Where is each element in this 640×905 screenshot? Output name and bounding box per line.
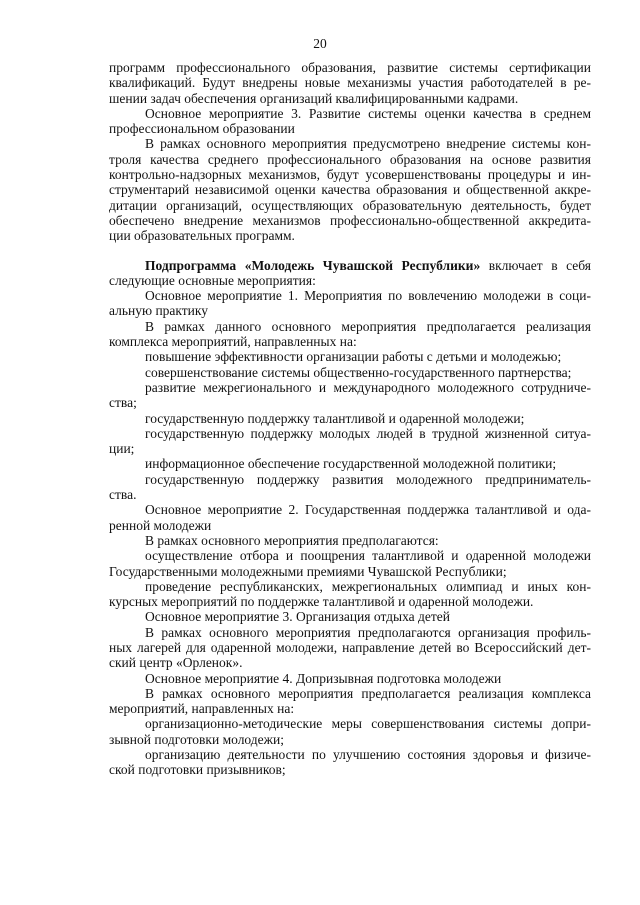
text-line: В рамках основного мероприятия предусмотрено внедрение системы кон- [145,136,591,152]
text-line: В рамках основного мероприятия предполагается реализация комплекса [145,685,591,701]
text-line: дитации организаций, осуществляющих образовательную деятельность, будет [109,197,591,213]
text-line: государственную поддержку талантливой и одаренной молодежи; [145,410,525,426]
text-line: Государственными молодежными премиями Чувашской Республики; [109,563,507,579]
text-line: зывной подготовки молодежи; [109,731,284,747]
text-line: мероприятий, направленных на: [109,701,295,717]
text-line: программ профессионального образования, развитие системы сертификации [109,60,591,75]
text-line: ский центр «Орленок». [109,655,243,671]
text-line: осуществление отбора и поощрения талантливой и одаренной молодежи [145,548,591,564]
text-line: Основное мероприятие 3. Развитие системы оценки качества в среднем [145,105,591,121]
text-line: В рамках данного основного мероприятия предполагается реализация [145,318,591,334]
document-body [109,60,591,778]
text-line: струментарий независимой оценки качества образования и общественной аккре- [109,182,591,198]
subprogram-title: Подпрограмма «Молодежь Чувашской Республики» [145,257,481,273]
text-line: ренной молодежи [109,517,212,533]
text-line: развитие межрегионального и международного молодежного сотрудниче- [145,379,591,395]
text-line: государственную поддержку молодых людей в трудной жизненной ситуа- [145,425,591,441]
text-line: информационное обеспечение государственной молодежной политики; [145,456,557,472]
subprogram-title-continuation: включает в себя [480,257,591,273]
text-line: совершенствование системы общественно-государственного партнерства; [145,364,572,380]
text-line: организационно-методические меры совершенствования системы допри- [145,716,591,732]
text-line: проведение республиканских, межрегиональных олимпиад и иных кон- [145,578,591,594]
text-line: Основное мероприятие 1. Мероприятия по вовлечению молодежи в соци- [145,288,591,304]
text-line: ции образовательных программ. [109,228,295,244]
text-line: организацию деятельности по улучшению состояния здоровья и физиче- [145,747,591,763]
text-line: обеспечено внедрение механизмов профессионально-общественной аккредита- [109,212,591,228]
text-line: Основное мероприятие 4. Допризывная подготовка молодежи [145,670,502,686]
text-line: троля качества среднего профессионального образования на основе развития [109,151,591,167]
text-line: контрольно-надзорных механизмов, будут усовершенствованы процедуры и ин- [109,167,591,183]
text-line: ской подготовки призывников; [109,762,286,778]
text-line: ных лагерей для одаренной молодежи, направление детей во Всероссийский дет- [109,639,591,655]
text-line: В рамках основного мероприятия предполагаются: [145,532,439,548]
text-line: государственную поддержку развития молодежного предприниматель- [145,471,591,487]
text-line: ства; [109,395,137,411]
text-line: комплекса мероприятий, направленных на: [109,334,357,350]
text-line: шении задач обеспечения организаций квалифицированными кадрами. [109,90,519,106]
paragraph-gap [109,244,591,258]
text-line: Основное мероприятие 3. Организация отдыха детей [145,609,451,625]
text-line: квалификаций. Будут внедрены новые механизмы участия работодателей в ре- [109,75,591,91]
text-line: следующие основные мероприятия: [109,272,316,288]
text-line: ции; [109,441,135,457]
text-line: повышение эффективности организации работы с детьми и молодежью; [145,349,562,365]
text-line: Основное мероприятие 2. Государственная поддержка талантливой и ода- [145,502,591,518]
page-number: 20 [313,36,327,51]
text-line: альную практику [109,303,209,319]
text-line: профессиональном образовании [109,121,295,137]
text-line: курсных мероприятий по поддержке талантливой и одаренной молодежи. [109,594,534,610]
text-line: В рамках основного мероприятия предполагаются организация профиль- [145,624,591,640]
text-line: ства. [109,487,137,503]
subprogram-heading-line [109,258,591,273]
